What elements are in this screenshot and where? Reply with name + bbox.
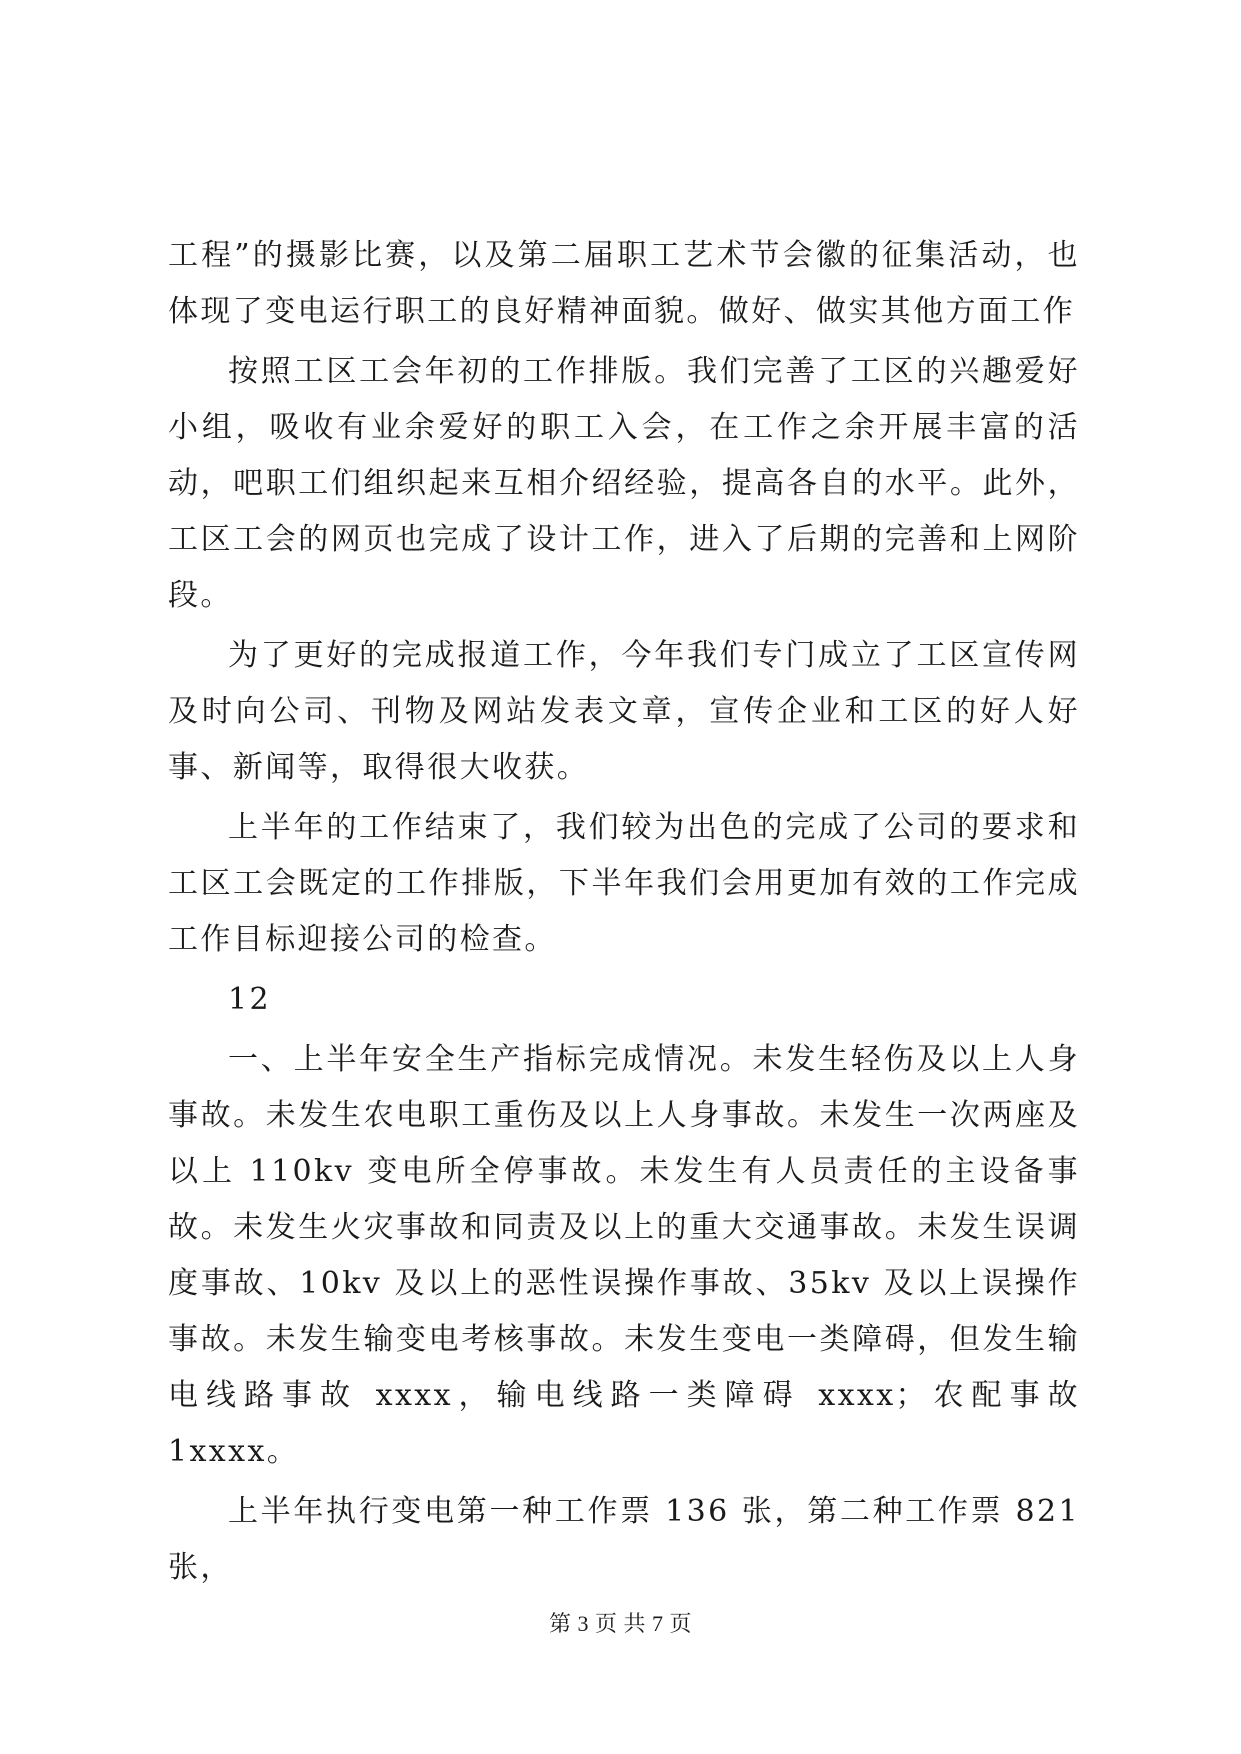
paragraph-1: 工程”的摄影比赛，以及第二届职工艺术节会徽的征集活动，也体现了变电运行职工的良好精神面貌。做好、做实其他方面工作	[168, 238, 1080, 329]
paragraph-2: 按照工区工会年初的工作排版。我们完善了工区的兴趣爱好小组，吸收有业余爱好的职工入会，在工作之余开展丰富的活动，吧职工们组织起来互相介绍经验，提高各自的水平。此外，工区工会的网页也完成了设计工作，进入了后期的完善和上网阶段。	[168, 354, 1080, 613]
document-body	[168, 228, 1080, 1600]
page-footer: 第 3 页 共 7 页	[548, 1611, 692, 1636]
paragraph-number: 12	[228, 982, 271, 1017]
paragraph-6: 上半年执行变电第一种工作票 136 张，第二种工作票 821 张，	[168, 1494, 1080, 1585]
paragraph-5: 一、上半年安全生产指标完成情况。未发生轻伤及以上人身事故。未发生农电职工重伤及以上人身事故。未发生一次两座及以上 110kv 变电所全停事故。未发生有人员责任的主设备事故。未发生火灾事故和同责及以上的重大交通事故。未发生误调度事故、10kv 及以上的恶性误操作事故、35kv 及以上误操作事故。未发生输变电考核事故。未发生变电一类障碍，但发生输电线路事故 xxxx，输电线路一类障碍 xxxx；农配事故 1xxxx。	[168, 1042, 1080, 1469]
paragraph-3: 为了更好的完成报道工作，今年我们专门成立了工区宣传网及时向公司、刊物及网站发表文章，宣传企业和工区的好人好事、新闻等，取得很大收获。	[168, 638, 1080, 785]
paragraph-4: 上半年的工作结束了，我们较为出色的完成了公司的要求和工区工会既定的工作排版，下半年我们会用更加有效的工作完成工作目标迎接公司的检查。	[168, 810, 1080, 957]
